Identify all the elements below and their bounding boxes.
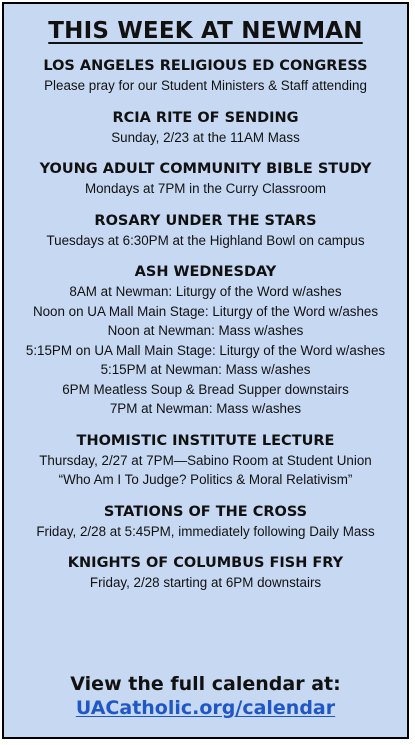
event-detail: Thursday, 2/27 at 7PM—Sabino Room at Student Union (39, 452, 372, 468)
event-title: YOUNG ADULT COMMUNITY BIBLE STUDY (39, 161, 372, 177)
footer-text: View the full calendar at: (70, 673, 341, 695)
event-detail: Friday, 2/28 at 5:45PM, immediately following Daily Mass (36, 523, 375, 539)
event-item (4, 502, 407, 542)
flyer-title: THIS WEEK AT NEWMAN (48, 18, 363, 44)
event-detail: 5:15PM on UA Mall Main Stage: Liturgy of the Word w/ashes (25, 342, 386, 358)
event-detail: 5:15PM at Newman: Mass w/ashes (100, 362, 311, 377)
event-item (4, 262, 407, 419)
event-detail: Tuesdays at 6:30PM at the Highland Bowl on campus (46, 232, 365, 248)
event-detail: Noon at Newman: Mass w/ashes (107, 323, 304, 338)
event-item (4, 108, 407, 148)
event-title: RCIA RITE OF SENDING (112, 109, 299, 126)
event-item (4, 553, 407, 593)
event-title: THOMISTIC INSTITUTE LECTURE (76, 432, 335, 449)
event-detail: Please pray for our Student Ministers & Staff attending (44, 78, 367, 93)
event-detail: 7PM at Newman: Mass w/ashes (109, 401, 302, 416)
event-item (4, 56, 407, 96)
event-detail: Noon on UA Mall Main Stage: Liturgy of the Word w/ashes (32, 303, 379, 319)
event-list (4, 56, 407, 593)
calendar-footer (4, 672, 407, 720)
calendar-link[interactable]: UACatholic.org/calendar (75, 697, 336, 719)
event-detail: Friday, 2/28 starting at 6PM downstairs (89, 575, 322, 590)
newman-weekly-flyer (2, 2, 409, 739)
event-title: ASH WEDNESDAY (134, 264, 277, 280)
event-detail: Sunday, 2/23 at the 11AM Mass (111, 129, 300, 145)
event-detail: Mondays at 7PM in the Curry Classroom (84, 181, 327, 196)
event-item (4, 431, 407, 490)
event-title: ROSARY UNDER THE STARS (94, 212, 317, 229)
event-item (4, 159, 407, 199)
event-title: STATIONS OF THE CROSS (103, 503, 308, 520)
event-detail: “Who Am I To Judge? Politics & Moral Relativism” (58, 472, 353, 487)
event-detail: 6PM Meatless Soup & Bread Supper downstairs (62, 381, 349, 397)
event-title: LOS ANGELES RELIGIOUS ED CONGRESS (43, 58, 368, 74)
event-detail: 8AM at Newman: Liturgy of the Word w/ashes (69, 284, 342, 299)
event-item (4, 211, 407, 251)
event-title: KNIGHTS OF COLUMBUS FISH FRY (67, 555, 344, 571)
